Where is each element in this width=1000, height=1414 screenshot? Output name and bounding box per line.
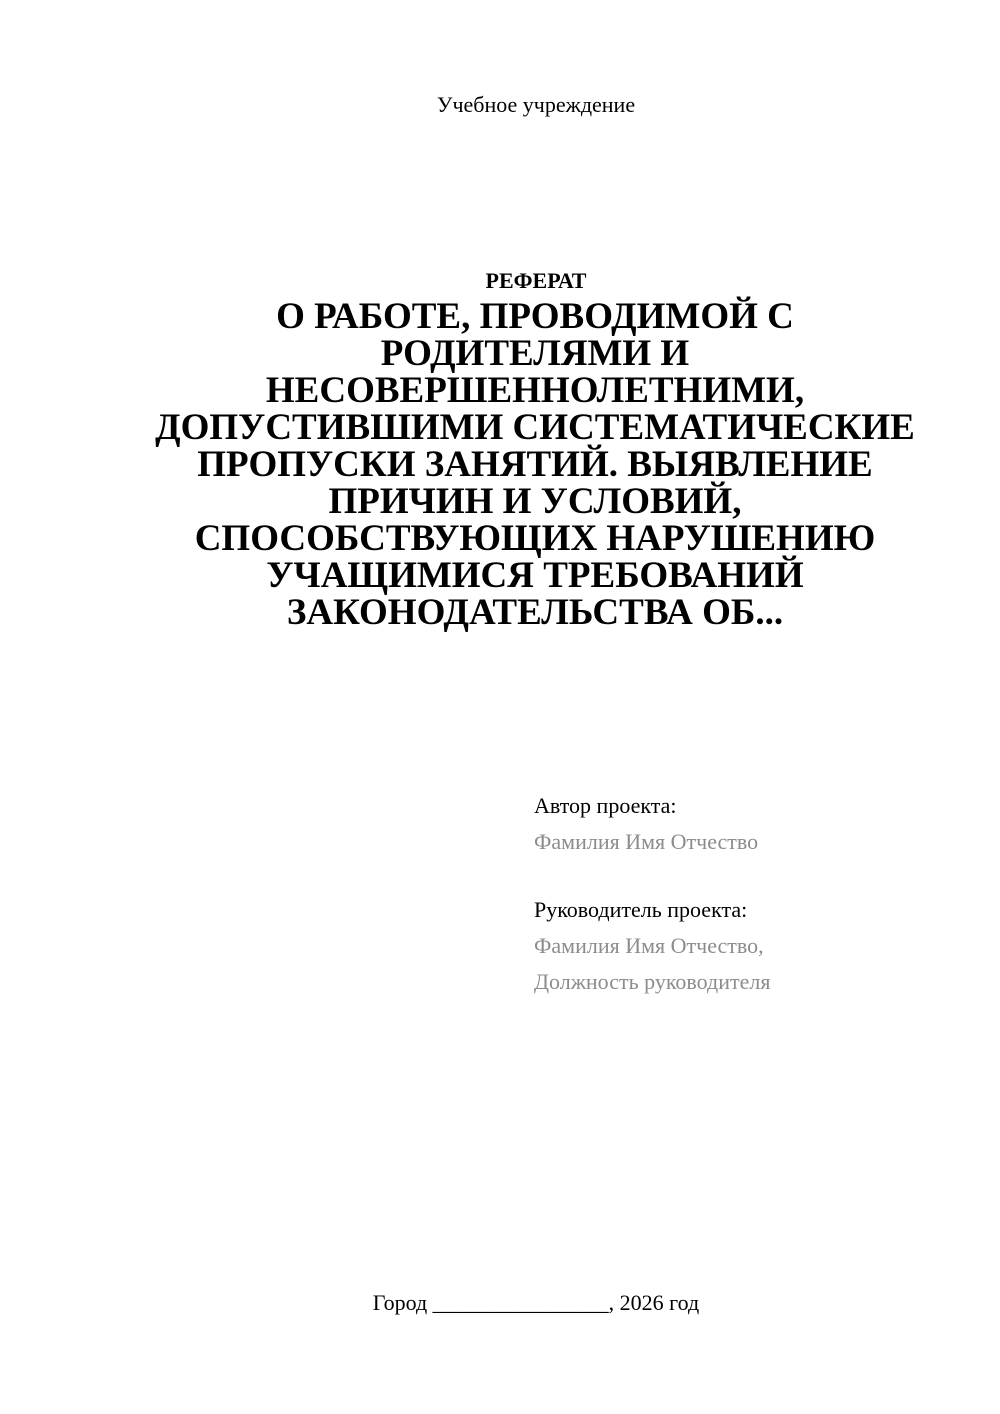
institution-name: Учебное учреждение bbox=[436, 92, 636, 117]
supervisor-position: Должность руководителя bbox=[534, 969, 771, 994]
author-block bbox=[534, 788, 974, 860]
document-title: О РАБОТЕ, ПРОВОДИМОЙ С РОДИТЕЛЯМИ И НЕСОВЕРШЕННОЛЕТНИМИ, ДОПУСТИВШИМИ СИСТЕМАТИЧЕСКИЕ ПРОПУСКИ ЗАНЯТИЙ. ВЫЯВЛЕНИЕ ПРИЧИН И УСЛОВИЙ, СПОСОБСТВУЮЩИХ НАРУШЕНИЮ УЧАЩИМИСЯ ТРЕБОВАНИЙ ЗАКОНОДАТЕЛЬСТВА ОБ... bbox=[155, 296, 915, 633]
supervisor-block bbox=[534, 892, 974, 1000]
author-label: Автор проекта: bbox=[534, 793, 677, 818]
document-type: РЕФЕРАТ bbox=[485, 268, 587, 293]
author-name: Фамилия Имя Отчество bbox=[534, 829, 759, 854]
supervisor-label: Руководитель проекта: bbox=[534, 897, 748, 922]
supervisor-name: Фамилия Имя Отчество, bbox=[534, 933, 764, 958]
city-year-line: Город ________________, 2026 год bbox=[372, 1290, 700, 1315]
